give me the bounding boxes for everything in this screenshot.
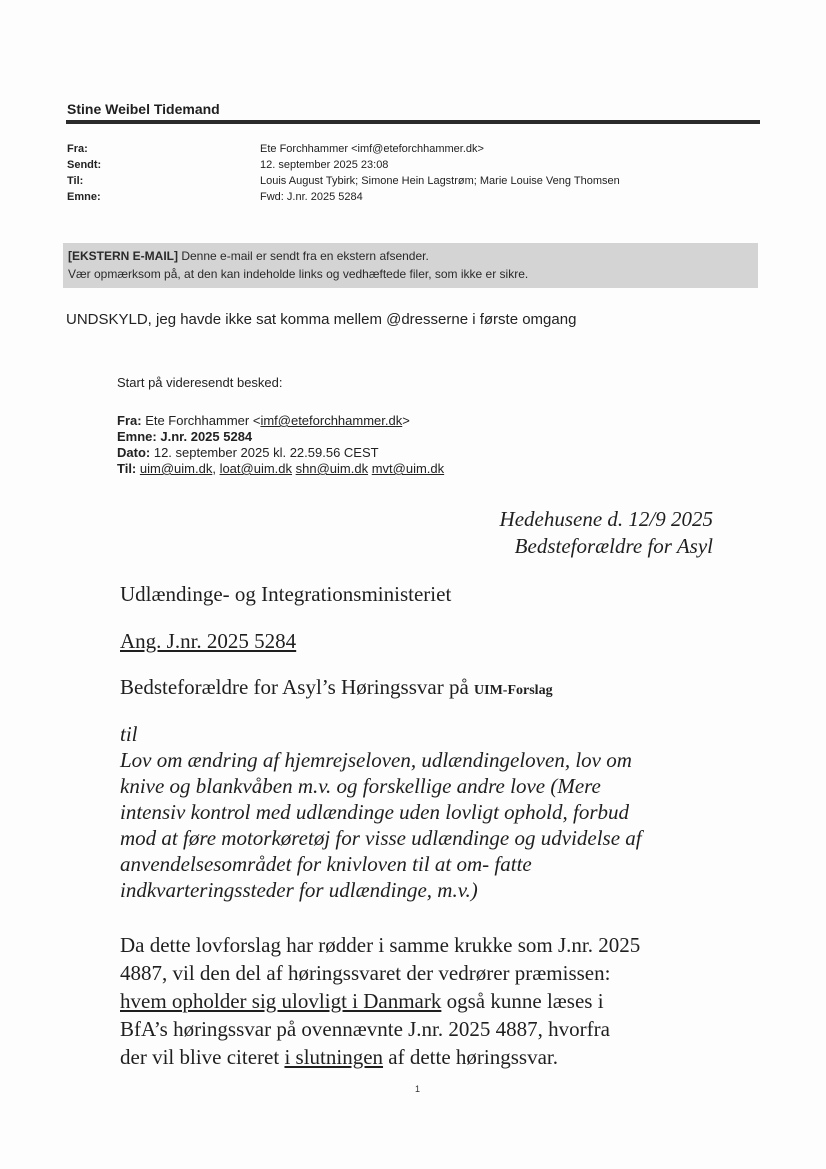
paragraph-line [120, 987, 740, 1015]
letter-place-date: Hedehusene d. 12/9 2025 [499, 507, 713, 531]
law-line: anvendelsesområdet for knivloven til at om- fatte [120, 852, 532, 876]
letter-place-and-sender [500, 506, 713, 560]
forwarded-from-name: Ete Forchhammer < [145, 413, 261, 428]
paragraph-text: også kunne læses i [441, 989, 604, 1013]
banner-tag: [EKSTERN E-MAIL] [68, 249, 178, 263]
header-label: Fra: [67, 143, 88, 155]
forwarded-to-row: Til: uim@uim.dk, loat@uim.dk shn@uim.dk mvt@uim.dk [117, 461, 445, 476]
forwarded-date-value: 12. september 2025 kl. 22.59.56 CEST [153, 445, 379, 460]
forwarded-subject-value: J.nr. 2025 5284 [160, 429, 253, 444]
law-line: knive og blankvåben m.v. og forskellige andre love (Mere [120, 774, 601, 798]
body-paragraph [120, 931, 740, 1071]
paragraph-line [120, 1043, 740, 1071]
law-title-block [120, 721, 740, 903]
underlined-phrase-illegal-stay: hvem opholder sig ulovligt i Danmark [120, 989, 442, 1013]
letter-recipient: Udlændinge- og Integrationsministeriet [120, 582, 452, 606]
law-line: indkvarteringssteder for udlændinge, m.v.) [120, 878, 478, 902]
forwarded-date-row [117, 445, 444, 461]
letter-title-main: Bedsteforældre for Asyl’s Høringssvar på [120, 675, 469, 699]
to-email-link[interactable]: mvt@uim.dk [371, 461, 445, 476]
law-line: Lov om ændring af hjemrejseloven, udlændingeloven, lov om [120, 748, 632, 772]
forwarded-from-close: > [402, 413, 410, 428]
external-email-warning-banner [63, 243, 758, 288]
header-row-subject [67, 189, 767, 205]
page-number: 1 [415, 1084, 421, 1094]
header-value: Ete Forchhammer <imf@eteforchhammer.dk> [260, 143, 484, 155]
banner-line-1 [68, 247, 753, 265]
forwarded-to-label: Til: [117, 461, 137, 476]
header-label: Til: [67, 175, 84, 187]
letter-title-small: UIM-Forslag [474, 683, 553, 698]
letter-organization: Bedsteforældre for Asyl [514, 534, 713, 558]
forwarded-subject-label: Emne: [117, 429, 157, 444]
paragraph-line: 4887, vil den del af høringssvaret der vedrører præmissen: [120, 961, 611, 985]
to-email-link[interactable]: shn@uim.dk [295, 461, 369, 476]
header-label: Emne: [67, 191, 101, 203]
header-divider [66, 120, 760, 124]
underlined-phrase-conclusion: i slutningen [284, 1045, 384, 1069]
forwarded-subject-row [117, 429, 444, 445]
forwarded-date-label: Dato: [117, 445, 151, 460]
header-row-to [67, 173, 767, 189]
to-email-link[interactable]: uim@uim.dk [139, 461, 213, 476]
header-row-from [67, 141, 767, 157]
law-line: til [120, 722, 138, 746]
paragraph-line: BfA’s høringssvar på ovennævnte J.nr. 2025 4887, hvorfra [120, 1017, 610, 1041]
forwarded-from-label: Fra: [117, 413, 142, 428]
law-line: intensiv kontrol med udlændinge uden lovligt ophold, forbud [120, 800, 630, 824]
paragraph-text: af dette høringssvar. [383, 1045, 558, 1069]
header-value: Fwd: J.nr. 2025 5284 [260, 191, 363, 203]
mailbox-owner-name: Stine Weibel Tidemand [67, 101, 220, 117]
forward-intro: Start på videresendt besked: [117, 375, 283, 390]
banner-line-2: Vær opmærksom på, at den kan indeholde links og vedhæftede filer, som ikke er sikre. [68, 267, 529, 281]
paragraph-text: der vil blive citeret [120, 1045, 285, 1069]
header-value: 12. september 2025 23:08 [260, 159, 389, 171]
to-email-link[interactable]: loat@uim.dk [219, 461, 293, 476]
paragraph-line: Da dette lovforslag har rødder i samme krukke som J.nr. 2025 [120, 933, 641, 957]
law-line: mod at føre motorkøretøj for visse udlændinge og udvidelse af [120, 826, 642, 850]
forwarded-message-header [117, 413, 444, 477]
header-row-sent [67, 157, 767, 173]
forwarded-from-row [117, 413, 444, 429]
email-header-fields [67, 141, 767, 205]
header-value: Louis August Tybirk; Simone Hein Lagstrøm; Marie Louise Veng Thomsen [260, 175, 620, 187]
banner-text: Denne e-mail er sendt fra en ekstern afsender. [181, 249, 429, 263]
forwarded-from-email-link[interactable]: imf@eteforchhammer.dk [260, 413, 403, 428]
apology-message: UNDSKYLD, jeg havde ikke sat komma mellem @dresserne i første omgang [66, 311, 577, 328]
letter-title [120, 675, 553, 700]
header-label: Sendt: [67, 159, 102, 171]
letter-reference: Ang. J.nr. 2025 5284 [120, 629, 297, 653]
